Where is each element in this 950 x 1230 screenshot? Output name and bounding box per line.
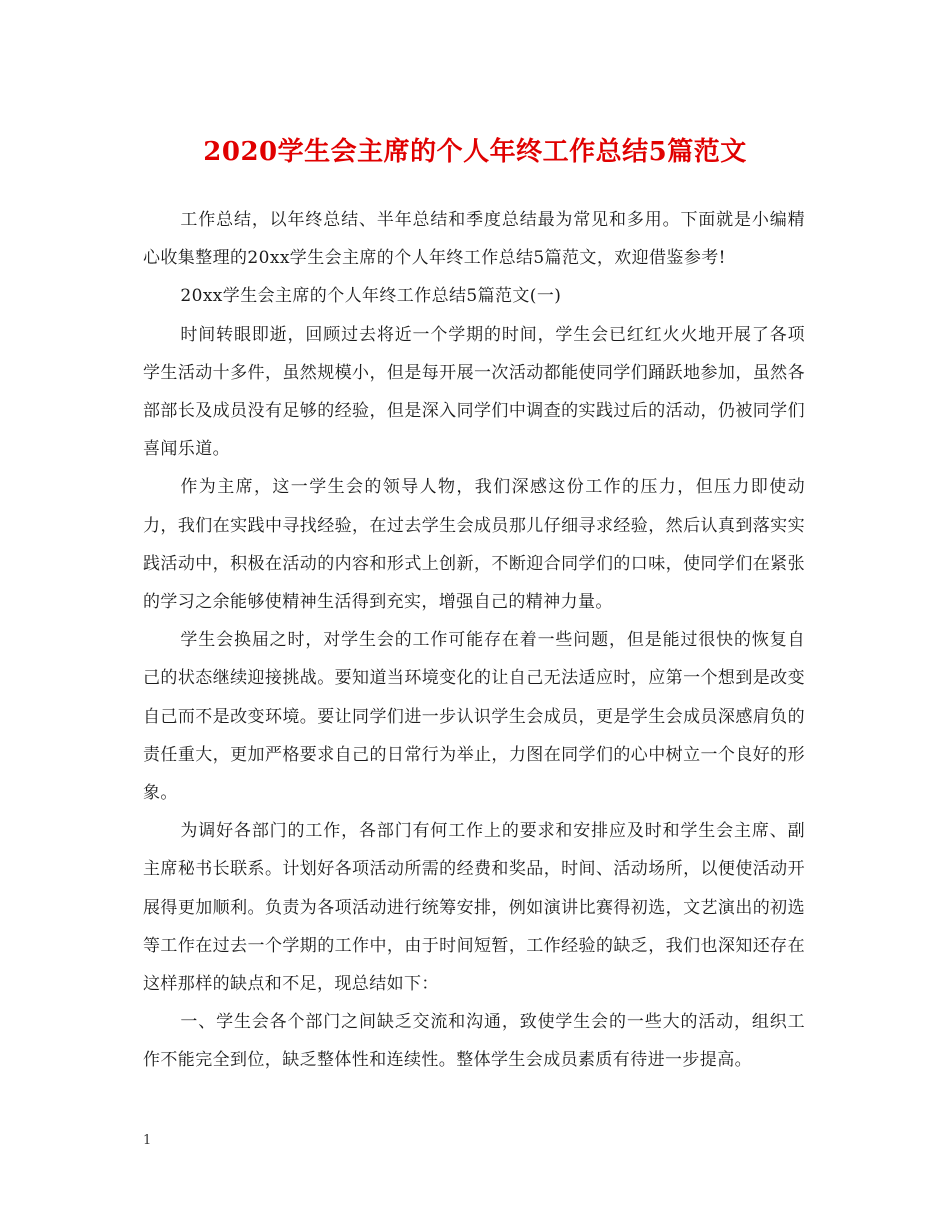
page-number: 1	[143, 1133, 152, 1148]
document-body	[143, 201, 805, 1080]
document-title: 2020学生会主席的个人年终工作总结5篇范文	[203, 137, 747, 167]
body-paragraph: 作为主席，这一学生会的领导人物，我们深感这份工作的压力，但压力即使动力，我们在实践中寻找经验，在过去学生会成员那儿仔细寻求经验，然后认真到落实实践活动中，积极在活动的内容和形式上创新，不断迎合同学们的口味，使同学们在紧张的学习之余能够使精神生活得到充实，增强自己的精神力量。	[143, 477, 805, 613]
body-paragraph: 为调好各部门的工作，各部门有何工作上的要求和安排应及时和学生会主席、副主席秘书长联系。计划好各项活动所需的经费和奖品，时间、活动场所，以便使活动开展得更加顺利。负责为各项活动进行统筹安排，例如演讲比赛得初选，文艺演出的初选等工作在过去一个学期的工作中，由于时间短暂，工作经验的缺乏，我们也深知还存在这样那样的缺点和不足，现总结如下：	[143, 821, 805, 995]
body-paragraph: 一、学生会各个部门之间缺乏交流和沟通，致使学生会的一些大的活动，组织工作不能完全到位，缺乏整体性和连续性。整体学生会成员素质有待进一步提高。	[143, 1012, 805, 1071]
body-paragraph: 时间转眼即逝，回顾过去将近一个学期的时间，学生会已红红火火地开展了各项学生活动十多件，虽然规模小，但是每开展一次活动都能使同学们踊跃地参加，虽然各部部长及成员没有足够的经验，但是深入同学们中调查的实践过后的活动，仍被同学们喜闻乐道。	[143, 324, 805, 460]
intro-paragraph: 工作总结，以年终总结、半年总结和季度总结最为常见和多用。下面就是小编精心收集整理的20xx学生会主席的个人年终工作总结5篇范文，欢迎借鉴参考!	[143, 210, 805, 269]
section-heading: 20xx学生会主席的个人年终工作总结5篇范文(一)	[180, 286, 562, 307]
body-paragraph: 学生会换届之时，对学生会的工作可能存在着一些问题，但是能过很快的恢复自己的状态继续迎接挑战。要知道当环境变化的让自己无法适应时，应第一个想到是改变自己而不是改变环境。要让同学们进一步认识学生会成员，更是学生会成员深感肩负的责任重大，更加严格要求自己的日常行为举止，力图在同学们的心中树立一个良好的形象。	[143, 630, 805, 804]
